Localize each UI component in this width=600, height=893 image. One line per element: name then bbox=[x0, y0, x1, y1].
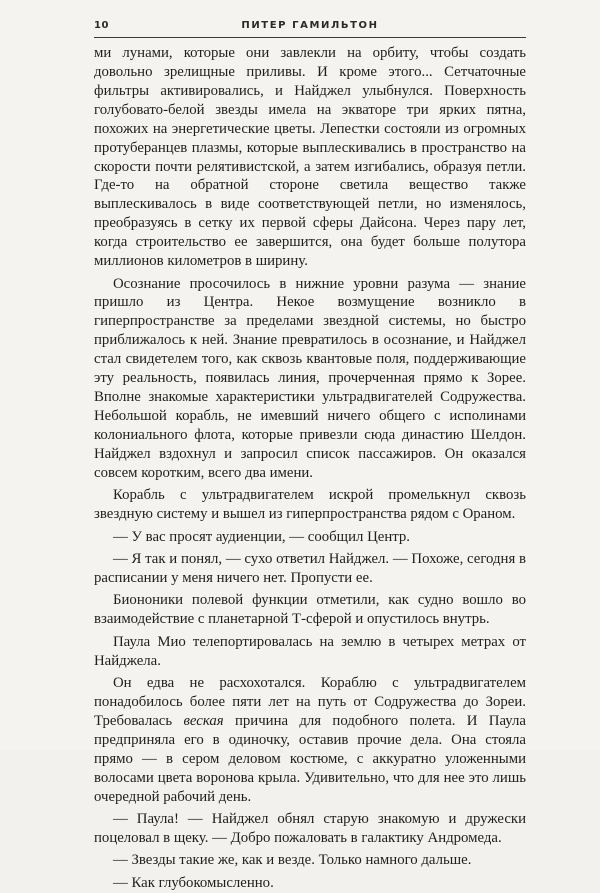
paragraph: — Я так и понял, — сухо ответил Найджел. — Похоже, сегодня в расписании у меня ничего нет. Пропусти ее. bbox=[94, 550, 526, 586]
paragraph-text: Он едва не расхохотался. Кораблю с ультрадвигателем понадобилось более пяти лет на путь от Содружества до Зореи. Требовалась bbox=[94, 675, 526, 729]
paragraph bbox=[94, 674, 526, 806]
running-title: ПИТЕР ГАМИЛЬТОН bbox=[241, 20, 379, 31]
paragraph: ми лунами, которые они завлекли на орбиту, чтобы создать довольно зрелищные приливы. И кроме этого... Сетчаточные фильтры активировались, и Найджел улыбнулся. Поверхность голубовато-белой звезды имела на экваторе три ярких пятна, похожих на энергетические цветы. Лепестки состояли из огромных протуберанцев плазмы, которые выплескивались в пространство на скорости почти релятивистской, а затем изгибались, образуя петли. Где-то на обратной стороне светила вещество также выплескивалось в виде соответствующей петли, но изменялось, преобразуясь в сетку их первой сферы Дайсона. Через пару лет, когда строительство ее завершится, она будет больше полутора миллионов километров в ширину. bbox=[94, 45, 526, 270]
paragraph-text: причина для подобного полета. И Паула предприняла его в одиночку, оставив прочие дела. Она стояла прямо — в сером деловом костюме, с аккуратно уложенными волосами цвета воронова крыла. Удивительно, что для нее это лишь очередной рабочий день. bbox=[94, 712, 526, 805]
paragraph: — У вас просят аудиенции, — сообщил Центр. bbox=[113, 528, 410, 545]
paragraph: — Как глубокомысленно. bbox=[113, 874, 274, 891]
paragraph: Паула Мио телепортировалась на землю в четырех метрах от Найджела. bbox=[94, 633, 526, 669]
paragraph: Биононики полевой функции отметили, как судно вошло во взаимодействие с планетарной Т-сферой и опустилось внутрь. bbox=[94, 592, 526, 628]
page-number: 10 bbox=[94, 20, 109, 31]
emphasis-word: веская bbox=[183, 712, 224, 729]
paragraph: — Звезды такие же, как и везде. Только намного дальше. bbox=[113, 852, 472, 869]
paragraph: Корабль с ультрадвигателем искрой промелькнул сквозь звездную систему и вышел из гиперпространства рядом с Ораном. bbox=[94, 487, 526, 523]
body-text bbox=[94, 44, 526, 893]
paragraph: — Паула! — Найджел обнял старую знакомую и дружески поцеловал в щеку. — Добро пожаловать в галактику Андромеда. bbox=[94, 810, 526, 846]
page-header bbox=[94, 15, 526, 38]
paragraph: Осознание просочилось в нижние уровни разума — знание пришло из Центра. Некое возмущение возникло в гиперпространстве за пределами звездной системы, но быстро приближалось к ней. Знание превратилось в осознание, и Найджел стал свидетелем того, как сквозь квантовые поля, поддерживающие эту реальность, появилась линия, прочерченная прямо к Зорее. Вполне знакомые характеристики ультрадвигателей Содружества. Небольшой корабль, не имевший ничего общего с исполинами колониального флота, которые привезли сюда династию Шелдон. Найджел вздохнул и запросил список пассажиров. Он оказался совсем коротким, всего два имени. bbox=[94, 275, 526, 481]
